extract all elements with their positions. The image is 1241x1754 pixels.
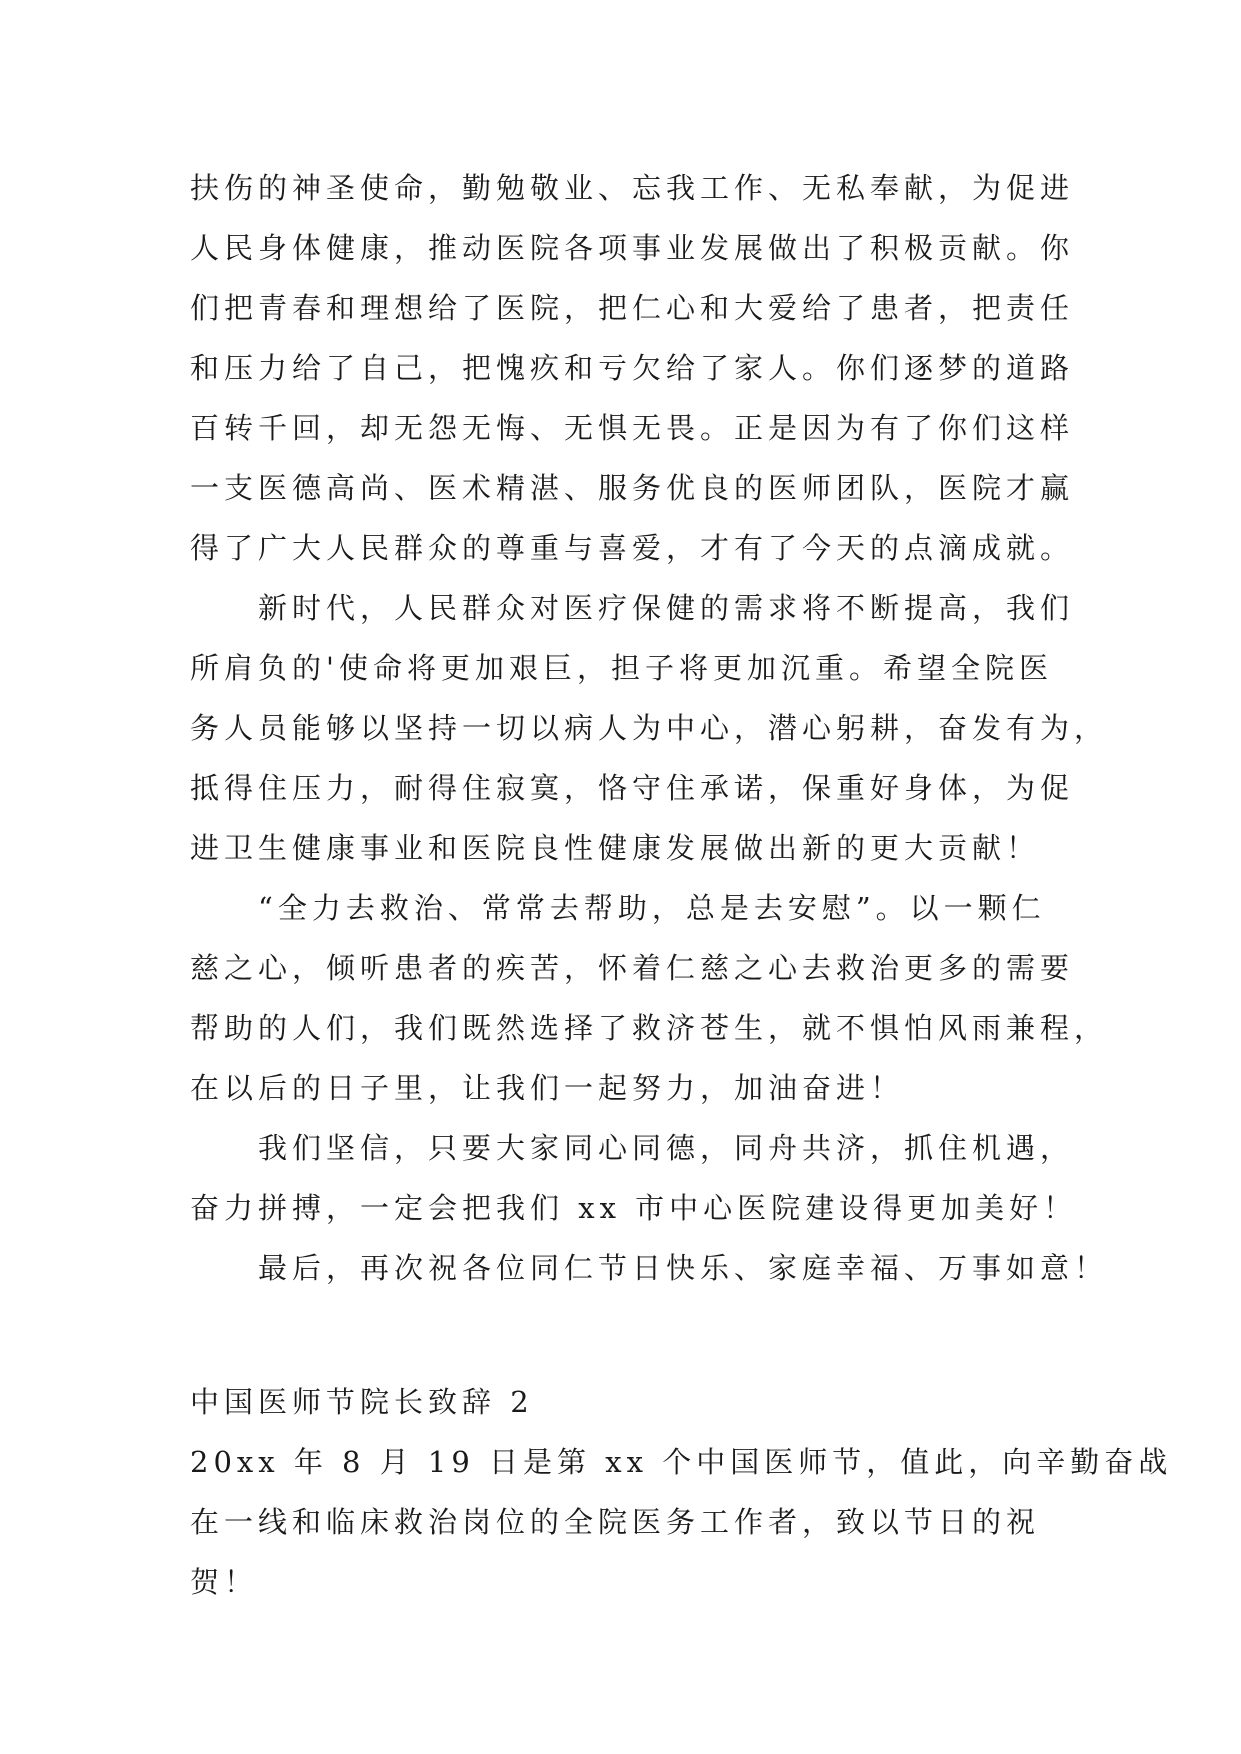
text-line: 百转千回，却无怨无悔、无惧无畏。正是因为有了你们这样: [190, 411, 1075, 445]
document-body: [190, 158, 1173, 1612]
text-line: 贺！: [190, 1565, 259, 1599]
text-line: 得了广大人民群众的尊重与喜爱，才有了今天的点滴成就。: [190, 531, 1075, 565]
text-line: 进卫生健康事业和医院良性健康发展做出新的更大贡献！: [190, 831, 1041, 865]
text-line: 最后，再次祝各位同仁节日快乐、家庭幸福、万事如意！: [258, 1251, 1109, 1285]
text-line: 务人员能够以坚持一切以病人为中心，潜心躬耕，奋发有为，: [190, 711, 1109, 745]
text-line: 在一线和临床救治岗位的全院医务工作者，致以节日的祝: [190, 1505, 1041, 1539]
paragraph-6: [190, 1432, 1173, 1612]
text-line: 20xx 年 8 月 19 日是第 xx 个中国医师节，值此，向辛勤奋战: [190, 1445, 1173, 1479]
paragraph-2: [190, 578, 1109, 878]
text-line: 所肩负的'使命将更加艰巨，担子将更加沉重。希望全院医: [190, 651, 1053, 685]
paragraph-1: [190, 158, 1075, 578]
section-heading: 中国医师节院长致辞 2: [190, 1385, 534, 1419]
paragraph-3: [190, 878, 1109, 1118]
text-line: 和压力给了自己，把愧疚和亏欠给了家人。你们逐梦的道路: [190, 351, 1075, 385]
paragraph-4: [190, 1118, 1078, 1238]
text-line: 在以后的日子里，让我们一起努力，加油奋进！: [190, 1071, 905, 1105]
text-line: 们把青春和理想给了医院，把仁心和大爱给了患者，把责任: [190, 291, 1075, 325]
text-line: 抵得住压力，耐得住寂寞，恪守住承诺，保重好身体，为促: [190, 771, 1075, 805]
text-line: 新时代，人民群众对医疗保健的需求将不断提高，我们: [258, 591, 1075, 625]
text-line: 一支医德高尚、医术精湛、服务优良的医师团队，医院才赢: [190, 471, 1075, 505]
paragraph-5: [190, 1238, 1109, 1298]
section-gap: [190, 1298, 1070, 1358]
text-line: 我们坚信，只要大家同心同德，同舟共济，抓住机遇，: [258, 1131, 1075, 1165]
text-line: 扶伤的神圣使命，勤勉敬业、忘我工作、无私奉献，为促进: [190, 171, 1075, 205]
text-line: 人民身体健康，推动医院各项事业发展做出了积极贡献。你: [190, 231, 1075, 265]
text-line: 奋力拼搏，一定会把我们 xx 市中心医院建设得更加美好！: [190, 1191, 1078, 1225]
text-line: “全力去救治、常常去帮助，总是去安慰”。以一颗仁: [258, 891, 1046, 925]
text-line: 慈之心，倾听患者的疾苦，怀着仁慈之心去救治更多的需要: [190, 951, 1075, 985]
text-line: 帮助的人们，我们既然选择了救济苍生，就不惧怕风雨兼程，: [190, 1011, 1109, 1045]
